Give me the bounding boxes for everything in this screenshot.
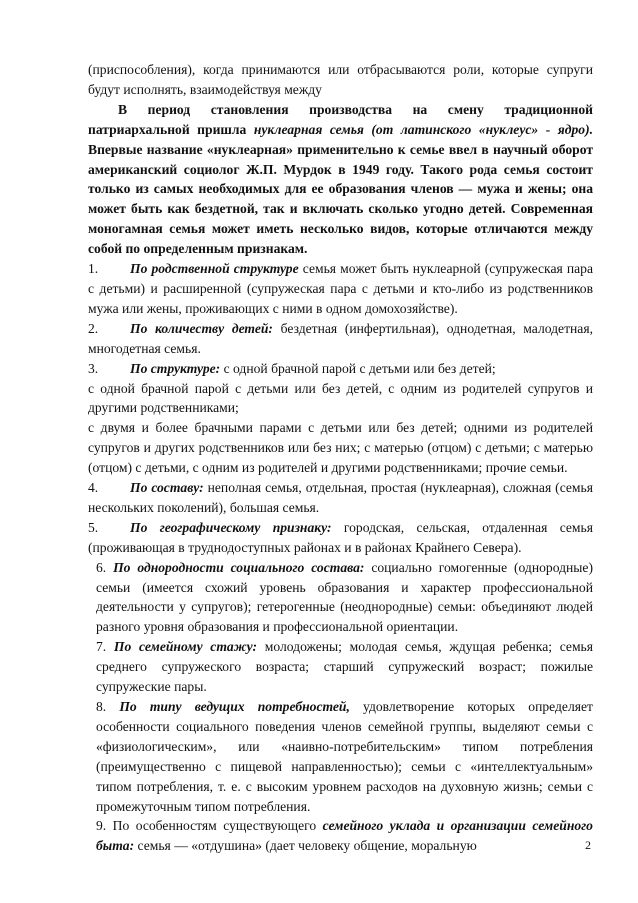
list-item-8 xyxy=(88,697,593,816)
item-label: По родственной структуре xyxy=(130,261,299,277)
nuclear-text-c: Впервые название «нуклеарная» применительно к семье ввел в научный оборот американский социолог Ж.П. Мурдок в 1949 году. Такого рода семья состоит только из самых необходимых для ее образования членов — мужа и жены; она может быть как бездетной, так и включать сколько угодно детей. Современная моногамная семья может иметь несколько видов, которые отличаются между собой по определенным признакам. xyxy=(88,141,593,257)
item-text: социально гомогенные (однородные) семьи (имеется схожий уровень образования и характер профессиональной деятельности у супругов); гетерогенные (неоднородные) семьи: объединяют людей разного уровня образования и профессиональной ориентации. xyxy=(96,559,593,635)
item-text: удовлетворение которых определяет особенности социального поведения членов семейной группы, выделяют семьи с «физиологическим», или «наивно-потребительским» типом потребления (преимущественно с пищевой направленностью); семьи с «интеллектуальным» типом потребления, т. е. с высоким уровнем расходов на духовную жизнь; семьи с промежуточным типом потребления. xyxy=(96,699,593,814)
item-label: семейного уклада и организации семейного быта: xyxy=(96,818,593,854)
item-label: По типу ведущих потребностей, xyxy=(119,699,350,714)
item-label: По составу: xyxy=(130,480,204,496)
item-label: По количеству детей: xyxy=(130,320,273,336)
paragraph-intro: (приспособления), когда принимаются или отбрасываются роли, которые супруги будут исполнять, взаимодействуя между xyxy=(88,62,593,97)
paragraph-nuclear-family xyxy=(88,100,593,259)
nuclear-text-a: В период становления производства на смену традиционной патриархальной пришла xyxy=(88,101,593,137)
item-number: 9. xyxy=(96,818,107,834)
item-label: По географическому признаку: xyxy=(130,519,332,535)
list-item-3 xyxy=(88,359,593,379)
list-item-2 xyxy=(88,319,593,359)
list-item-5 xyxy=(88,518,593,558)
item-text: По особенностям существующего xyxy=(112,818,323,834)
list-subitem: с двумя и более брачными парами с детьми или без детей; одними из родителей супругов и других родственников или без них; с матерью (отцом) с детьми; с матерью (отцом) с детьми, с одним из родителей и другими родственниками; прочие семьи. xyxy=(88,420,593,476)
item-number: 7. xyxy=(96,639,107,655)
item-number: 3. xyxy=(88,360,99,376)
item-label: По однородности социального состава: xyxy=(113,559,365,575)
page-number: 2 xyxy=(585,838,591,852)
list-item-6 xyxy=(88,558,593,638)
item-number: 8. xyxy=(96,699,107,714)
list-item-4 xyxy=(88,478,593,518)
item-label: По семейному стажу: xyxy=(113,639,258,655)
item-text: с одной брачной парой с детьми или без детей; xyxy=(220,360,496,376)
item-number: 4. xyxy=(88,480,99,496)
item-number: 5. xyxy=(88,519,99,535)
item-text: городская, сельская, отдаленная семья (проживающая в труднодоступных районах и в районах Крайнего Севера). xyxy=(88,519,593,555)
item-number: 2. xyxy=(88,320,99,336)
item-label: По структуре: xyxy=(130,360,221,376)
list-item-1 xyxy=(88,259,593,319)
document-body xyxy=(88,60,593,856)
item-text: бездетная (инфертильная), однодетная, малодетная, многодетная семья. xyxy=(88,320,593,356)
item-text: неполная семья, отдельная, простая (нуклеарная), сложная (семья нескольких поколений), большая семья. xyxy=(88,480,593,515)
list-item-7 xyxy=(88,637,593,697)
nuclear-text-term: нуклеарная семья (от латинского «нуклеус» - ядро). xyxy=(253,121,593,137)
list-item-9 xyxy=(88,816,593,856)
item-number: 6. xyxy=(96,559,107,575)
item-number: 1. xyxy=(88,261,99,277)
item-text: молодожены; молодая семья, ждущая ребенка; семья среднего супружеского возраста; старший супружеский возраст; пожилые супружеские пары. xyxy=(96,639,593,695)
item-text: семья может быть нуклеарной (супружеская пара с детьми) и расширенной (супружеская пара с детьми и кто-либо из родственников мужа или жены, проживающих с ними в одном домохозяйстве). xyxy=(88,261,593,316)
list-subitem: с одной брачной парой с детьми или без детей, с одним из родителей супругов и другими родственниками; xyxy=(88,380,593,416)
item-text: семья — «отдушина» (дает человеку общение, моральную xyxy=(134,838,477,854)
